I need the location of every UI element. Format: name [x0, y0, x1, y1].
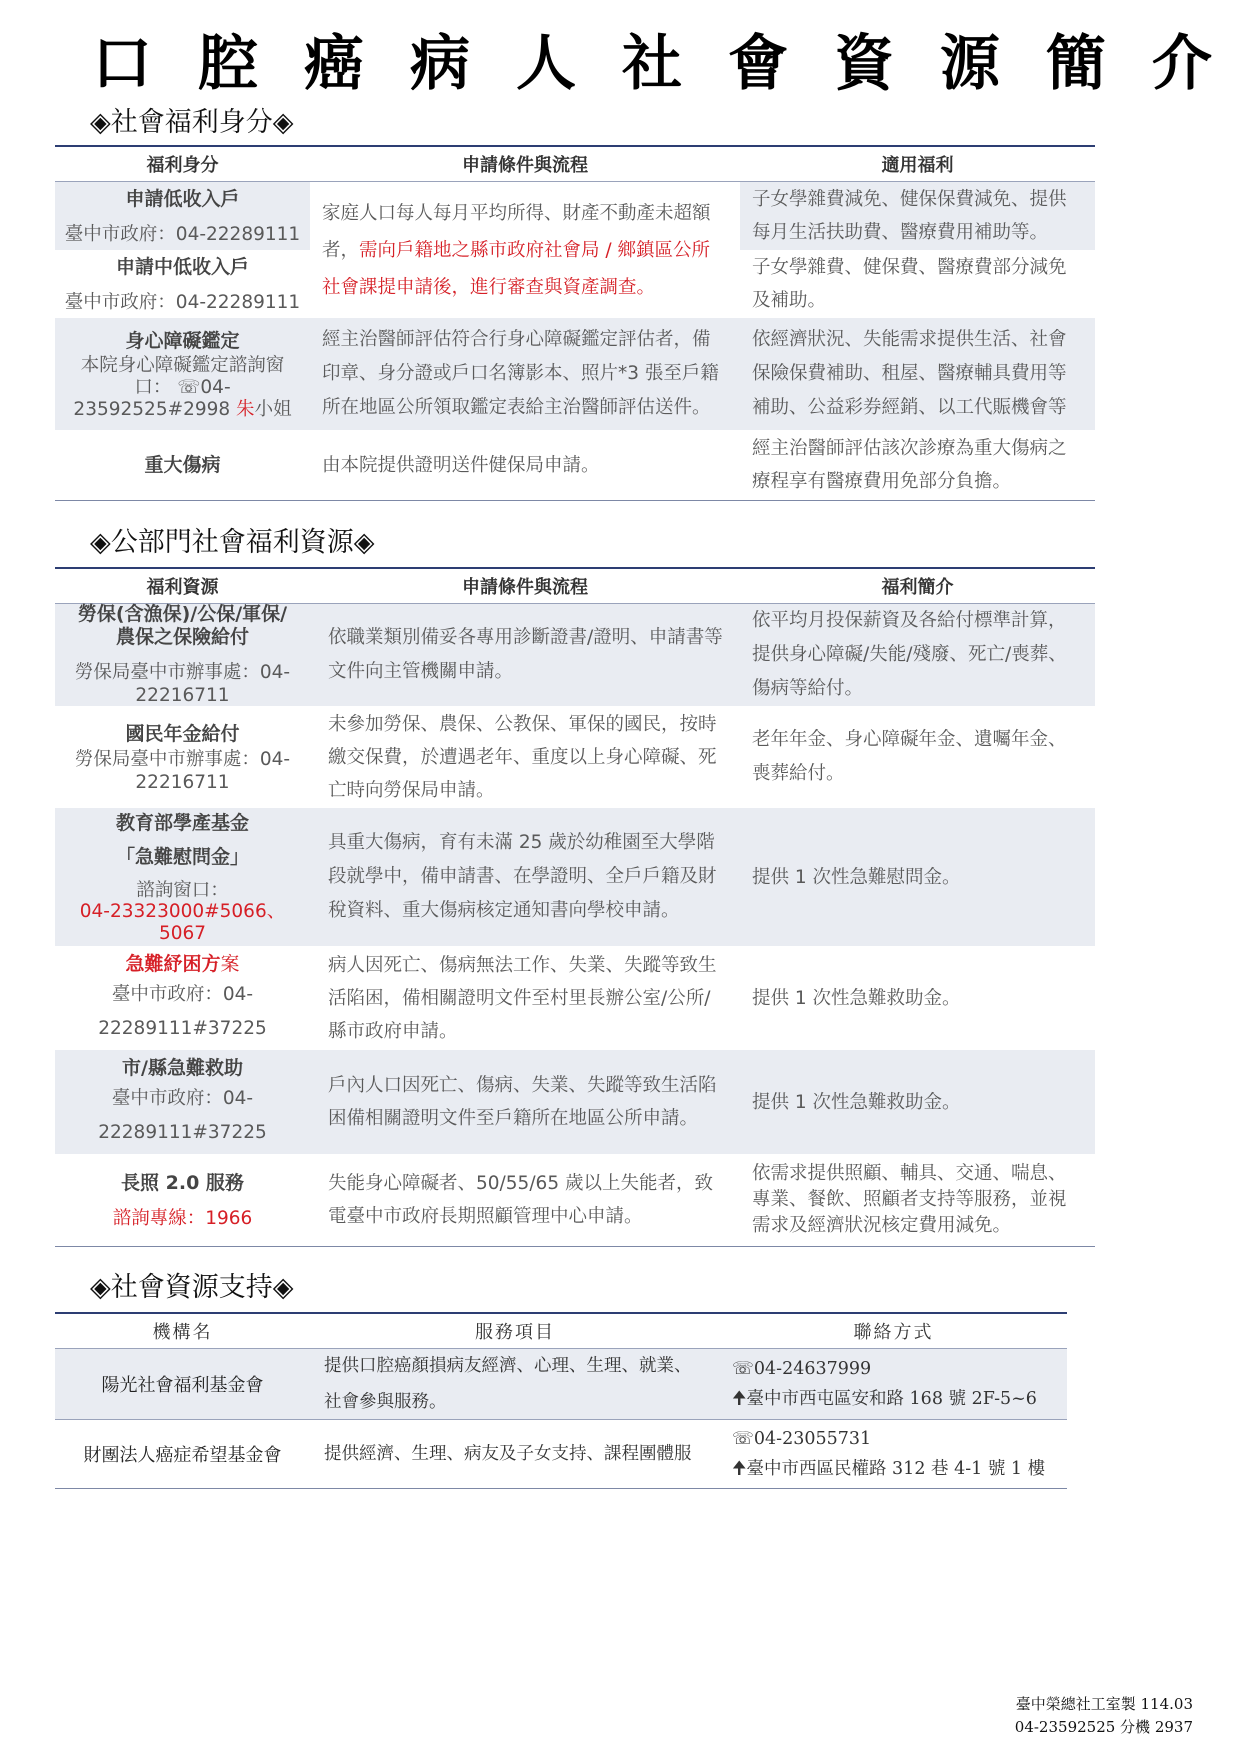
table-header: 申請條件與流程: [462, 155, 588, 176]
table-row: [55, 1050, 310, 1154]
organization-contact: [720, 1420, 1067, 1488]
mid-income-name: 申請中低收入戶: [115, 256, 249, 278]
table-header: 福利資源: [146, 577, 219, 598]
resource-process: 病人因死亡、傷病無法工作、失業、失蹤等致生活陷困，備相關證明文件至村里長辦公室/公所/縣市政府申請。: [328, 954, 717, 1042]
table-rule: [55, 1488, 1067, 1489]
phone-number: ☏04-24637999: [732, 1359, 872, 1379]
phone-number: ☏04-23055731: [732, 1429, 872, 1449]
resource-benefit: 提供 1 次性急難慰問金。: [740, 808, 1095, 946]
low-income-contact: 臺中市政府：04-22289111: [64, 224, 301, 245]
resource-contact-label: 諮詢窗口：: [136, 880, 229, 901]
resource-name: [125, 950, 239, 978]
title-char: 社: [622, 29, 682, 99]
address: 🠉臺中市西區民權路 312 巷 4-1 號 1 樓: [732, 1459, 1046, 1479]
disability-name: 身心障礙鑑定: [125, 330, 240, 352]
table-row: [55, 946, 310, 1050]
table-rule: [55, 500, 1095, 501]
major-illness-benefit: 經主治醫師評估該次診療為重大傷病之療程享有醫療費用免部分負擔。: [752, 438, 1067, 492]
disability-contact-phone: ☏04-23592525#2998: [73, 377, 237, 420]
title-char: 人: [516, 29, 576, 99]
low-income-benefit: 子女學雜費減免、健保保費減免、提供每月生活扶助費、醫療費用補助等。: [740, 182, 1095, 250]
welfare-status-table: [55, 145, 1095, 503]
resource-contact: 勞保局臺中市辦事處：04-22216711: [74, 749, 291, 793]
low-income-name: 申請低收入戶: [125, 188, 240, 210]
mid-income-benefit: 子女學雜費、健保費、醫療費部分減免及補助。: [752, 257, 1067, 311]
resource-name: 長照 2.0 服務: [121, 1172, 244, 1194]
table-header: 福利身分: [146, 155, 219, 176]
resource-contact: 臺中市政府：04-22289111#37225: [98, 984, 267, 1039]
title-char: 會: [728, 29, 788, 99]
disability-contact-title: 小姐: [254, 399, 292, 420]
organization-name: 財團法人癌症希望基金會: [83, 1445, 282, 1466]
table-row: [55, 1154, 310, 1246]
major-illness-process: 由本院提供證明送件健保局申請。: [322, 454, 600, 476]
resource-process: 依職業類別備妥各專用診斷證書/證明、申請書等文件向主管機關申請。: [310, 604, 740, 706]
table-header: 福利簡介: [881, 577, 954, 598]
footer-producer: 臺中榮總社工室製 114.03: [1015, 1695, 1193, 1713]
title-char: 腔: [198, 29, 258, 99]
resource-benefit: 老年年金、身心障礙年金、遺囑年金、喪葬給付。: [752, 729, 1067, 784]
title-char: 癌: [304, 29, 364, 99]
table-header: 服務項目: [475, 1322, 555, 1343]
social-support-table: [55, 1312, 1067, 1492]
table-row: [55, 182, 310, 250]
title-char: 簡: [1046, 29, 1106, 99]
resource-process: 具重大傷病，育有未滿 25 歲於幼稚園至大學階段就學中，備申請書、在學證明、全戶戶籍及財稅資料、重大傷病核定通知書向學校申請。: [310, 808, 740, 946]
section-title-public-resources: ◈公部門社會福利資源◈: [90, 527, 375, 558]
resource-benefit: 依平均月投保薪資及各給付標準計算，提供身心障礙/失能/殘廢、死亡/喪葬、傷病等給付。: [740, 604, 1095, 706]
resource-name: 教育部學產基金: [115, 812, 249, 834]
organization-name: 陽光社會福利基金會: [55, 1349, 310, 1419]
title-char: 源: [940, 29, 1000, 99]
mid-income-contact: 臺中市政府：04-22289111: [64, 292, 301, 313]
footer-contact: 04-23592525 分機 2937: [1014, 1718, 1193, 1736]
resource-contact: 勞保局臺中市辦事處：04-22216711: [74, 662, 291, 706]
resource-name-highlight: 急難紓困方: [125, 953, 221, 975]
income-process-highlight: 需向戶籍地之縣市政府社會局 / 鄉鎮區公所社會課提申請後，進行審查與資產調查。: [322, 239, 711, 298]
table-header: 聯絡方式: [853, 1322, 934, 1343]
address: 🠉臺中市西屯區安和路 168 號 2F-5~6: [732, 1389, 1037, 1409]
title-char: 資: [834, 29, 894, 99]
table-rule: [55, 1246, 1095, 1247]
table-row: [55, 250, 310, 318]
public-resources-table: [55, 567, 1095, 1249]
resource-benefit: 提供 1 次性急難救助金。: [752, 987, 961, 1009]
disability-contact-window: 本院身心障礙鑑定諮詢窗口：: [80, 355, 285, 398]
organization-service: 提供經濟、生理、病友及子女支持、課程團體服: [324, 1444, 692, 1464]
resource-process: 戶內人口因死亡、傷病、失業、失蹤等致生活陷困備相關證明文件至戶籍所在地區公所申請。: [310, 1050, 740, 1154]
table-row: [55, 808, 310, 946]
resource-contact: 04-23323000#5066、5067: [79, 901, 286, 944]
table-row: [55, 604, 310, 706]
table-header: 適用福利: [881, 155, 954, 176]
disability-contact-person: 朱: [236, 399, 255, 420]
income-process-text: 家庭人口每人每月平均所得、財產不動產未超額者，: [322, 202, 711, 261]
resource-benefit: 提供 1 次性急難救助金。: [740, 1050, 1095, 1154]
section-title-welfare-status: ◈社會福利身分◈: [90, 107, 294, 138]
table-header: 申請條件與流程: [462, 577, 588, 598]
resource-benefit: 依需求提供照顧、輔具、交通、喘息、專業、餐飲、照顧者支持等服務，並視需求及經濟狀況核定費用減免。: [752, 1163, 1067, 1236]
table-header: 機構名: [152, 1322, 213, 1343]
title-char: 病: [410, 29, 470, 99]
section-title-social-support: ◈社會資源支持◈: [90, 1272, 294, 1303]
resource-contact: 諮詢專線：1966: [112, 1208, 253, 1229]
resource-process: 未參加勞保、農保、公教保、軍保的國民，按時繳交保費，於遭遇老年、重度以上身心障礙、死亡時向勞保局申請。: [328, 713, 717, 801]
table-row: [55, 318, 310, 430]
disability-process: 經主治醫師評估符合行身心障礙鑑定評估者，備印章、身分證或戶口名簿影本、照片*3 張至戶籍所在地區公所領取鑑定表給主治醫師評估送件。: [310, 318, 740, 430]
resource-process: 失能身心障礙者、50/55/65 歲以上失能者，致電臺中市政府長期照顧管理中心申請。: [328, 1173, 713, 1227]
disability-benefit: 依經濟狀況、失能需求提供生活、社會保險保費補助、租屋、醫療輔具費用等補助、公益彩券經銷、以工代賑機會等: [740, 318, 1095, 430]
income-process: [310, 182, 740, 318]
organization-contact: [720, 1349, 1067, 1419]
disability-contact: [55, 355, 310, 421]
resource-name-sub: 「急難慰問金」: [115, 846, 249, 868]
table-row: [55, 706, 310, 808]
resource-name: 勞保(含漁保)/公保/軍保/農保之保險給付: [77, 603, 288, 648]
resource-name: 國民年金給付: [125, 723, 240, 745]
title-char: 介: [1152, 29, 1212, 99]
major-illness-name: 重大傷病: [144, 454, 221, 476]
resource-name-tail: 案: [220, 953, 240, 975]
title-char: 口: [92, 29, 152, 99]
page-title: [92, 24, 1212, 99]
organization-service: 提供口腔癌顏損病友經濟、心理、生理、就業、社會參與服務。: [310, 1349, 720, 1419]
resource-contact: 臺中市政府：04-22289111#37225: [98, 1088, 267, 1143]
resource-name: 市/縣急難救助: [122, 1057, 243, 1079]
table-row: [55, 430, 310, 500]
